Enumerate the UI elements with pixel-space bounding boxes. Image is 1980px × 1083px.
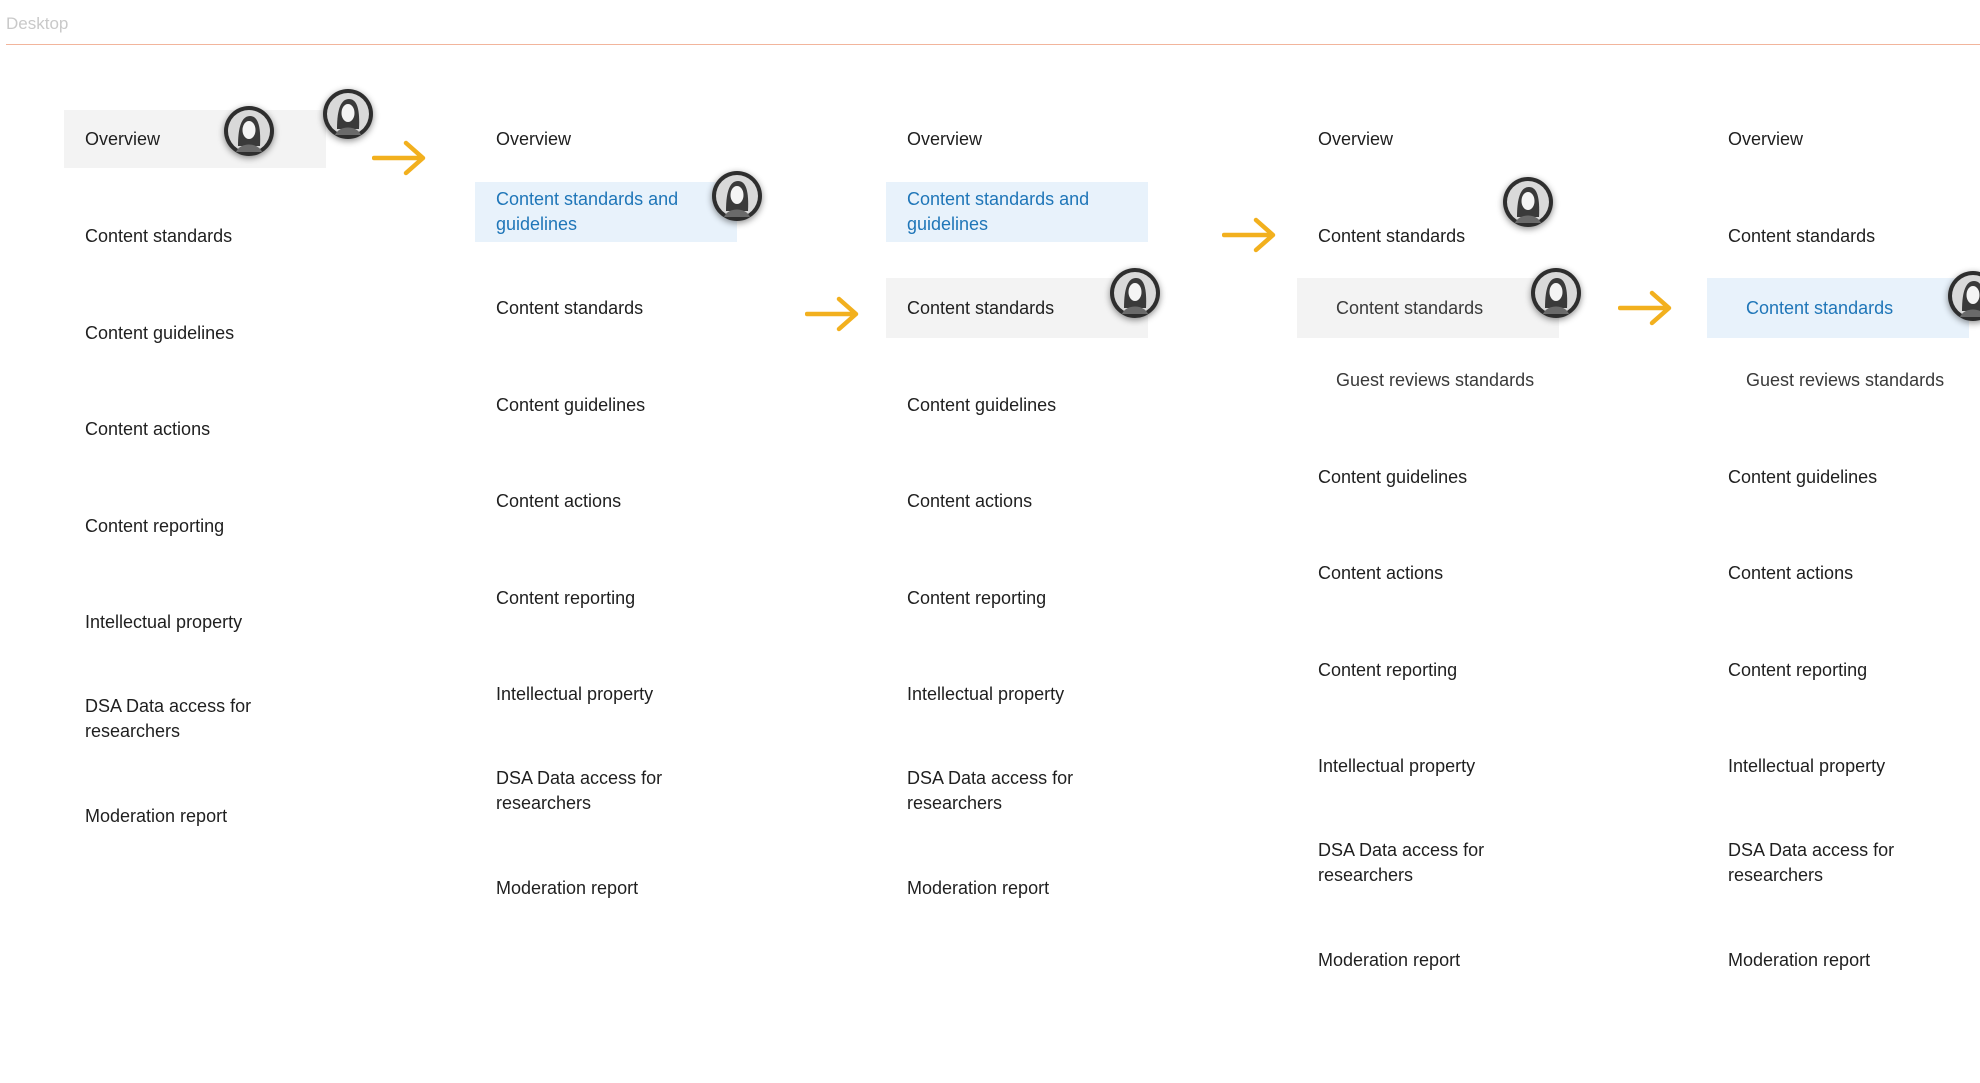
menu-item-intellectual-property[interactable]: Intellectual property <box>907 683 1065 704</box>
menu-item-overview[interactable]: Overview <box>64 110 326 168</box>
menu-item-dsa-data-access[interactable]: DSA Data access for researchers <box>1728 840 1895 885</box>
menu-item-content-reporting[interactable]: Content reporting <box>1728 659 1868 680</box>
submenu-item-guest-reviews-standards[interactable]: Guest reviews standards <box>1746 369 1945 390</box>
menu-item-overview[interactable]: Overview <box>496 128 572 149</box>
menu-item-content-guidelines[interactable]: Content guidelines <box>496 394 646 415</box>
menu-item-content-standards[interactable]: Content standards <box>1728 225 1876 246</box>
menu-item-content-guidelines[interactable]: Content guidelines <box>85 322 235 343</box>
menu-item-dsa-data-access[interactable]: DSA Data access for researchers <box>1318 840 1485 885</box>
submenu-item-content-standards[interactable]: Content standards <box>1707 278 1969 338</box>
menu-item-moderation-report[interactable]: Moderation report <box>907 877 1050 898</box>
menu-item-content-reporting[interactable]: Content reporting <box>496 587 636 608</box>
menu-item-content-guidelines[interactable]: Content guidelines <box>907 394 1057 415</box>
arrow-right-icon <box>1618 288 1674 328</box>
avatar-icon <box>712 171 762 221</box>
menu-item-content-standards-and-guidelines[interactable]: Content standards and guidelines <box>475 182 737 242</box>
menu-item-overview[interactable]: Overview <box>1318 128 1394 149</box>
menu-item-content-actions[interactable]: Content actions <box>907 490 1033 511</box>
avatar-icon <box>1110 268 1160 318</box>
step-4-menu <box>1297 0 1559 1083</box>
menu-item-content-standards-and-guidelines[interactable]: Content standards and guidelines <box>886 182 1148 242</box>
menu-item-moderation-report[interactable]: Moderation report <box>85 805 228 826</box>
arrow-right-icon <box>1222 215 1278 255</box>
avatar-icon <box>323 89 373 139</box>
menu-item-moderation-report[interactable]: Moderation report <box>1728 949 1871 970</box>
menu-item-content-reporting[interactable]: Content reporting <box>85 515 225 536</box>
step-2-menu <box>475 0 737 1083</box>
avatar-icon <box>1503 177 1553 227</box>
step-1-menu <box>64 0 326 1083</box>
menu-item-content-standards[interactable]: Content standards <box>886 278 1148 338</box>
arrow-right-icon <box>805 294 861 334</box>
menu-item-dsa-data-access[interactable]: DSA Data access for researchers <box>85 696 252 741</box>
menu-item-content-actions[interactable]: Content actions <box>85 418 211 439</box>
menu-item-content-guidelines[interactable]: Content guidelines <box>1728 466 1878 487</box>
menu-item-content-standards[interactable]: Content standards <box>1318 225 1466 246</box>
menu-item-moderation-report[interactable]: Moderation report <box>496 877 639 898</box>
menu-item-intellectual-property[interactable]: Intellectual property <box>85 611 243 632</box>
menu-item-dsa-data-access[interactable]: DSA Data access for researchers <box>907 768 1074 813</box>
step-5-menu <box>1707 0 1969 1083</box>
menu-item-overview[interactable]: Overview <box>907 128 983 149</box>
menu-item-content-standards[interactable]: Content standards <box>496 297 644 318</box>
menu-item-content-standards[interactable]: Content standards <box>85 225 233 246</box>
avatar-icon <box>224 106 274 156</box>
arrow-right-icon <box>372 138 428 178</box>
menu-item-content-reporting[interactable]: Content reporting <box>1318 659 1458 680</box>
menu-item-intellectual-property[interactable]: Intellectual property <box>496 683 654 704</box>
menu-item-dsa-data-access[interactable]: DSA Data access for researchers <box>496 768 663 813</box>
menu-item-overview[interactable]: Overview <box>1728 128 1804 149</box>
menu-item-intellectual-property[interactable]: Intellectual property <box>1318 755 1476 776</box>
avatar-icon <box>1531 268 1581 318</box>
submenu-item-guest-reviews-standards[interactable]: Guest reviews standards <box>1336 369 1535 390</box>
menu-item-moderation-report[interactable]: Moderation report <box>1318 949 1461 970</box>
submenu-item-content-standards[interactable]: Content standards <box>1297 278 1559 338</box>
menu-item-intellectual-property[interactable]: Intellectual property <box>1728 755 1886 776</box>
menu-item-content-reporting[interactable]: Content reporting <box>907 587 1047 608</box>
menu-item-content-guidelines[interactable]: Content guidelines <box>1318 466 1468 487</box>
menu-item-content-actions[interactable]: Content actions <box>1318 562 1444 583</box>
frame-label: Desktop <box>6 14 69 33</box>
menu-item-content-actions[interactable]: Content actions <box>496 490 622 511</box>
step-3-menu <box>886 0 1148 1083</box>
menu-item-content-actions[interactable]: Content actions <box>1728 562 1854 583</box>
